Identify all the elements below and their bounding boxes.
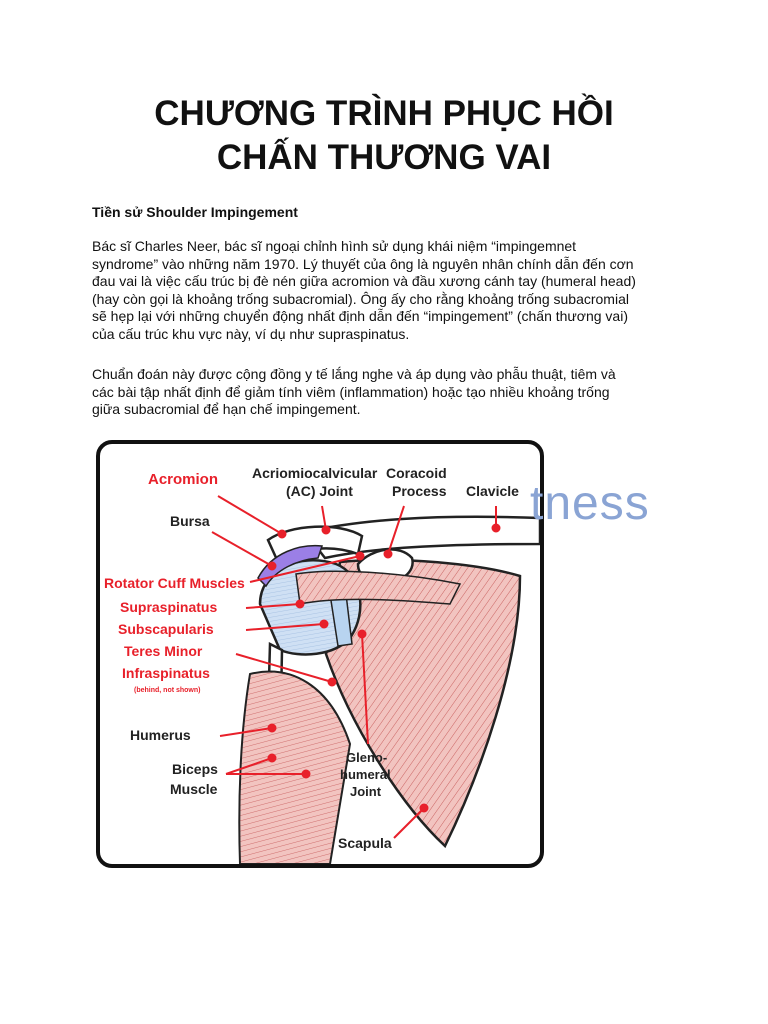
- label-teres-minor: Teres Minor: [124, 643, 203, 659]
- acromion-pointer: [218, 496, 282, 534]
- label-infraspinatus: Infraspinatus: [122, 665, 210, 681]
- label-coracoid-2: Process: [392, 483, 447, 499]
- paragraph-line: đau vai là việc cấu trúc bị đè nén giữa acromion và đầu xương cánh tay (humeral head): [92, 273, 636, 289]
- label-clavicle: Clavicle: [466, 483, 519, 499]
- label-gleno-1: Gleno-: [346, 750, 388, 765]
- label-rotator-cuff: Rotator Cuff Muscles: [104, 575, 245, 591]
- biceps-muscle: [239, 672, 350, 864]
- label-gleno-3: Joint: [350, 784, 382, 799]
- paragraph-line: các bài tập nhất định để giảm tính viêm (inflammation) hoặc tạo nhiều khoảng trống: [92, 383, 610, 400]
- label-acromion: Acromion: [148, 471, 219, 488]
- title-line-1: CHƯƠNG TRÌNH PHỤC HỒI: [154, 94, 614, 133]
- paragraph-line: sẽ hẹp lại với những chuyển động nhất định dẫn đến “impingement” (chấn thương vai): [92, 308, 628, 324]
- label-supraspinatus: Supraspinatus: [120, 599, 218, 615]
- label-biceps-1: Biceps: [172, 761, 218, 777]
- label-scapula: Scapula: [338, 835, 392, 851]
- paragraph-diagnosis: [92, 366, 692, 419]
- paragraph-line: của cấu trúc khu vực này, ví dụ như supraspinatus.: [92, 325, 410, 342]
- shoulder-anatomy-diagram: [96, 440, 544, 868]
- scapula-pointer: [394, 808, 424, 838]
- paragraph-line: (hay còn gọi là khoảng trống subacromial). Ông ấy cho rằng khoảng trống subacromial: [92, 290, 629, 307]
- section-heading: Tiền sử Shoulder Impingement: [92, 204, 298, 220]
- paragraph-line: syndrome” vào những năm 1970. Lý thuyết của ông là nguyên nhân chính dẫn đến cơn: [92, 255, 634, 272]
- paragraph-line: Chuẩn đoán này được cộng đồng y tế lắng nghe và áp dụng vào phẫu thuật, tiêm và: [92, 366, 616, 382]
- label-humerus: Humerus: [130, 727, 191, 743]
- label-biceps-2: Muscle: [170, 781, 218, 797]
- paragraph-line: Bác sĩ Charles Neer, bác sĩ ngoại chỉnh hình sử dụng khái niệm “impingemnet: [92, 238, 577, 254]
- watermark-text: tness: [530, 477, 650, 530]
- paragraph-line: giữa subacromial để hạn chế impingement.: [92, 401, 361, 417]
- label-ac-joint-2: (AC) Joint: [286, 483, 353, 499]
- shoulder-illustration: [100, 444, 540, 864]
- label-behind-note: (behind, not shown): [134, 687, 201, 694]
- label-gleno-2: humeral: [340, 767, 391, 782]
- label-bursa: Bursa: [170, 513, 210, 529]
- label-ac-joint-1: Acriomiocalvicular: [252, 465, 378, 481]
- paragraph-history: [92, 238, 692, 343]
- title-line-2: CHẤN THƯƠNG VAI: [216, 138, 552, 177]
- page-title: [0, 92, 768, 180]
- bursa-pointer: [212, 532, 272, 566]
- label-coracoid-1: Coracoid: [386, 465, 447, 481]
- label-subscapularis: Subscapularis: [118, 621, 214, 637]
